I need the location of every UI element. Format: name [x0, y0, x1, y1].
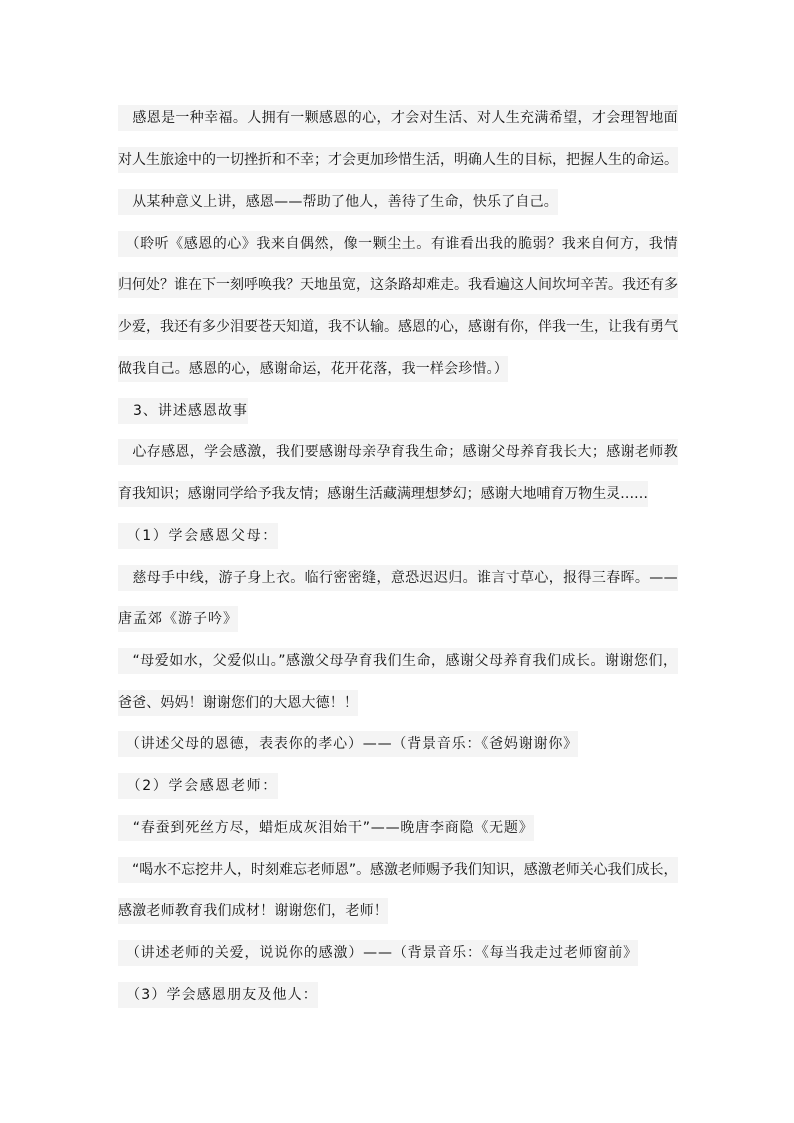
paragraph-line: 慈母手中线，游子身上衣。临行密密缝，意恐迟迟归。谁言寸草心，报得三春晖。——	[118, 565, 678, 591]
paragraph-line: 做我自己。感恩的心，感谢命运，花开花落，我一样会珍惜。）	[118, 356, 508, 382]
paragraph-line: “春蚕到死丝方尽，蜡炬成灰泪始干”——晚唐李商隐《无题》	[118, 815, 534, 841]
paragraph-line: 心存感恩，学会感激，我们要感谢母亲孕育我生命；感谢父母养育我长大；感谢老师教	[118, 439, 678, 465]
paragraph-line: “喝水不忘挖井人，时刻难忘老师恩”。感激老师赐予我们知识，感激老师关心我们成长，	[118, 857, 678, 883]
paragraph-line: “母爱如水，父爱似山。”感激父母孕育我们生命，感谢父母养育我们成长。谢谢您们，	[118, 648, 678, 674]
paragraph-line: 从某种意义上讲，感恩——帮助了他人，善待了生命，快乐了自己。	[118, 189, 558, 215]
paragraph-line: 唐孟郊《游子吟》	[118, 606, 238, 632]
paragraph-line: 感恩是一种幸福。人拥有一颗感恩的心，才会对生活、对人生充满希望，才会理智地面	[118, 105, 678, 131]
paragraph-line: （讲述父母的恩德，表表你的孝心）——（背景音乐：《爸妈谢谢你》	[118, 731, 578, 757]
subsection-heading: （3）学会感恩朋友及他人：	[118, 982, 318, 1008]
paragraph-line: （讲述老师的关爱，说说你的感激）——（背景音乐：《每当我走过老师窗前》	[118, 940, 638, 966]
paragraph-line: 育我知识；感谢同学给予我友情；感谢生活藏满理想梦幻；感谢大地哺育万物生灵……	[118, 481, 648, 507]
paragraph-line: 归何处？谁在下一刻呼唤我？天地虽宽，这条路却难走。我看遍这人间坎坷辛苦。我还有多	[118, 272, 678, 298]
paragraph-line: 对人生旅途中的一切挫折和不幸；才会更加珍惜生活，明确人生的目标，把握人生的命运。	[118, 147, 678, 173]
subsection-heading: （1）学会感恩父母：	[118, 523, 278, 549]
paragraph-line: （聆听《感恩的心》我来自偶然，像一颗尘土。有谁看出我的脆弱？我来自何方，我情	[118, 231, 678, 257]
paragraph-line: 爸爸、妈妈！谢谢您们的大恩大德！！	[118, 690, 358, 716]
subsection-heading: （2）学会感恩老师：	[118, 773, 278, 799]
section-heading: 3、讲述感恩故事	[118, 398, 248, 424]
paragraph-line: 少爱，我还有多少泪要苍天知道，我不认输。感恩的心，感谢有你，伴我一生，让我有勇气	[118, 314, 678, 340]
paragraph-line: 感激老师教育我们成材！谢谢您们，老师！	[118, 898, 388, 924]
